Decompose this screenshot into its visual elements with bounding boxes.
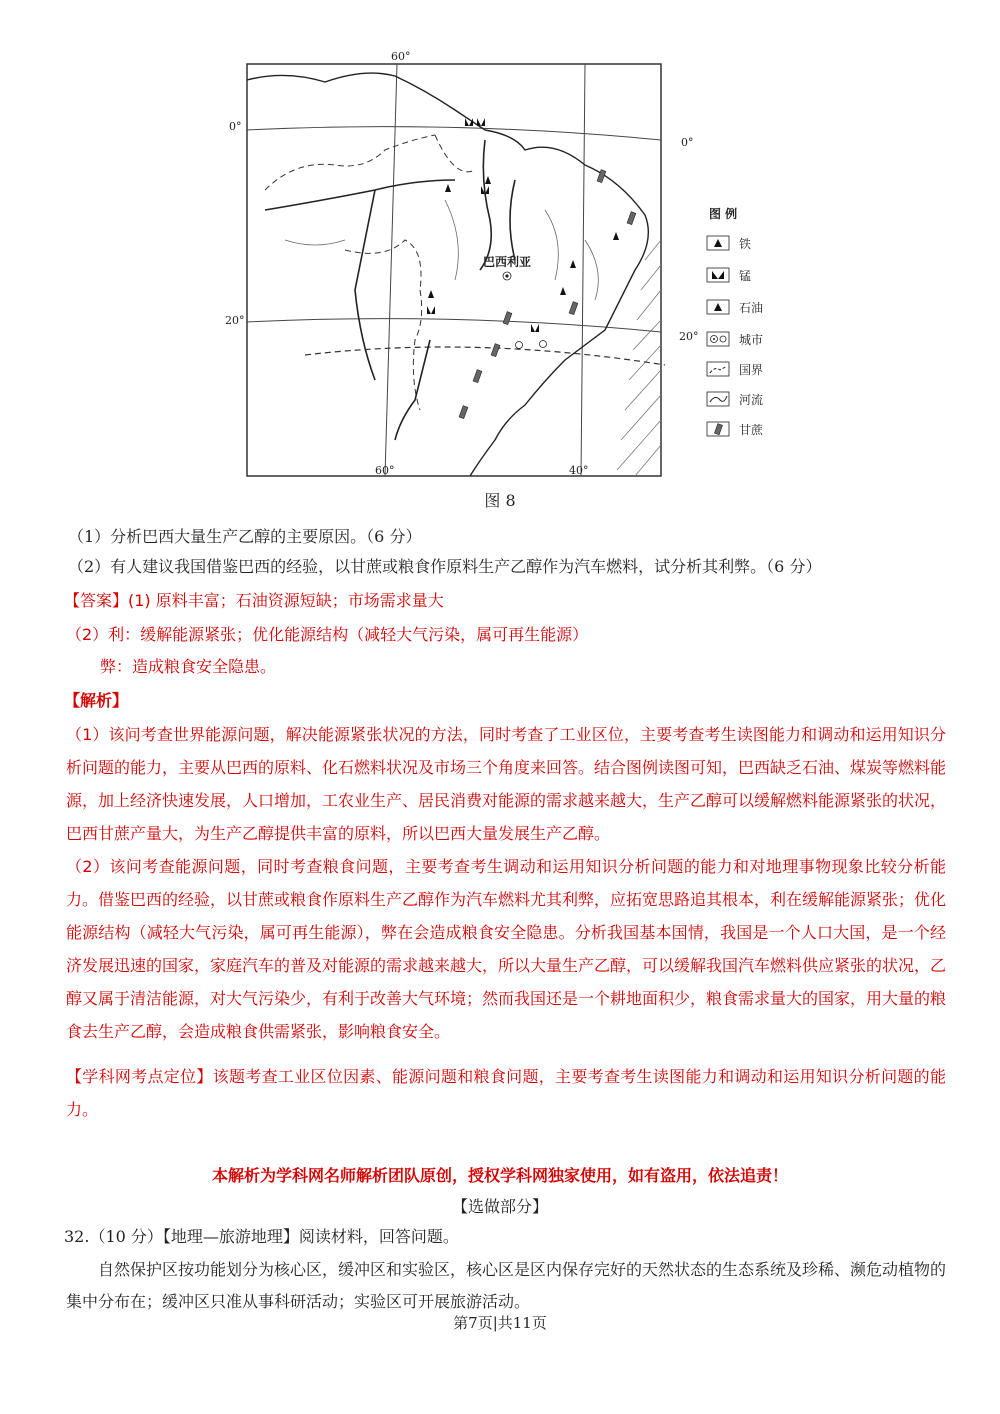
sugarcane-symbols [459,170,636,419]
manganese-icon [477,118,485,126]
manganese-icon [427,306,435,314]
legend-label: 城市 [739,333,764,347]
legend-label: 河流 [739,393,764,407]
iron-triangle-icon [428,290,434,298]
sugarcane-icon [459,406,468,419]
question-32: 32.（10 分）【地理—旅游地理】阅读材料，回答问题。 [64,1227,459,1246]
figure-caption: 图 8 [484,491,516,510]
question-2: （2）有人建议我国借鉴巴西的经验，以甘蔗或粮食作原料生产乙醇作为汽车燃料，试分析其利弊。（6 分） [68,557,822,576]
kaodian-note: 【学科网考点定位】该题考查工业区位因素、能源问题和粮食问题，主要考查考生读图能力和调动和运用知识分析问题的能力。 [66,1067,946,1119]
legend-label: 甘蔗 [739,423,764,437]
sugarcane-icon [473,370,482,383]
lat-label-left-20: 20° [225,314,245,327]
lat-label-right-20: 20° [679,330,699,343]
lat-label-left: 0° [229,120,242,133]
lon-label-bottom-60: 60° [375,464,395,477]
city-icon [516,342,523,349]
map-legend [707,206,764,437]
sugarcane-icon [503,312,512,325]
answer-line-2: （2）利：缓解能源紧张；优化能源结构（减轻大气污染，属可再生能源） [66,625,589,644]
minor-rivers [285,200,598,300]
iron-triangle-icon [570,260,576,268]
lat-label-right: 0° [681,136,694,149]
section-heading: 【选做部分】 [451,1197,548,1216]
analysis-paragraph-1: （1）该问考查世界能源问题，解决能源紧张状况的方法，同时考查了工业区位，主要考查考生读图能力和调动和运用知识分析问题的能力，主要从巴西的原料、化石燃料状况及市场三个角度来回答。结合图例读图可知，巴西缺乏石油、煤炭等燃料能源，加上经济快速发展，人口增加，工农业生产、居民消费对能源的需求越来越大，生产乙醇可以缓解燃料能源紧张的状况，巴西甘蔗产量大，为生产乙醇提供丰富的原料，所以巴西大量发展生产乙醇。 [66,725,947,843]
lon-label-bottom-40: 40° [569,464,589,477]
city-symbols [503,272,547,349]
ocean-hatch [617,240,661,476]
oil-icon [613,232,619,240]
city-label-brasilia: 巴西利亚 [483,255,532,269]
legend-label: 国界 [739,363,764,377]
legend-label: 锰 [739,269,752,283]
iron-triangle-icon [445,184,451,192]
map-figure [225,40,764,480]
copyright-notice: 本解析为学科网名师解析团队原创，授权学科网独家使用，如有盗用，依法追责！ [211,1166,788,1185]
graticule [247,64,661,476]
material-paragraph: 自然保护区按功能划分为核心区，缓冲区和实验区，核心区是区内保存完好的天然状态的生态系统及珍稀、濒危动植物的集中分布在；缓冲区只准从事科研活动；实验区可开展旅游活动。 [66,1260,947,1311]
analysis-heading: 【解析】 [64,691,129,710]
sugarcane-icon [569,302,578,315]
borders [265,135,475,410]
analysis-paragraph-2: （2）该问考查能源问题，同时考查粮食问题，主要考查考生调动和运用知识分析问题的能力和对地理事物现象比较分析能力。借鉴巴西的经验，以甘蔗或粮食作原料生产乙醇作为汽车燃料尤其利弊，应拓宽思路追其根本，利在缓解能源紧张；优化能源结构（减轻大气污染，属可再生能源），弊在会造成粮食安全隐患。分析我国基本国情，我国是一个人口大国，是一个经济发展迅速的国家，家庭汽车的普及对能源的需求越来越大，所以大量生产乙醇，可以缓解我国汽车燃料供应紧张的状况，乙醇又属于清洁能源，对大气污染少，有利于改善大气环境；然而我国还是一个耕地面积少，粮食需求量大的国家，用大量的粮食去生产乙醇，会造成粮食供需紧张，影响粮食安全。 [66,857,947,1041]
city-icon [540,341,547,348]
lon-label-top: 60° [391,50,411,63]
legend-label: 石油 [739,301,764,315]
legend-label: 铁 [739,237,752,251]
resource-symbols [427,118,619,332]
sugarcane-icon [491,344,500,357]
manganese-icon [531,324,539,332]
legend-title: 图 例 [709,207,738,221]
page-footer: 第7页|共11页 [453,1314,547,1332]
iron-triangle-icon [485,176,491,184]
map-frame [247,64,661,476]
sugarcane-icon [627,212,636,225]
oil-icon [560,287,566,295]
answer-line-3: 弊：造成粮食安全隐患。 [100,657,277,676]
tropic-line [305,347,665,365]
question-1: （1）分析巴西大量生产乙醇的主要原因。（6 分） [68,527,422,546]
answer-line-1: 【答案】(1) 原料丰富；石油资源短缺；市场需求量大 [64,591,444,610]
